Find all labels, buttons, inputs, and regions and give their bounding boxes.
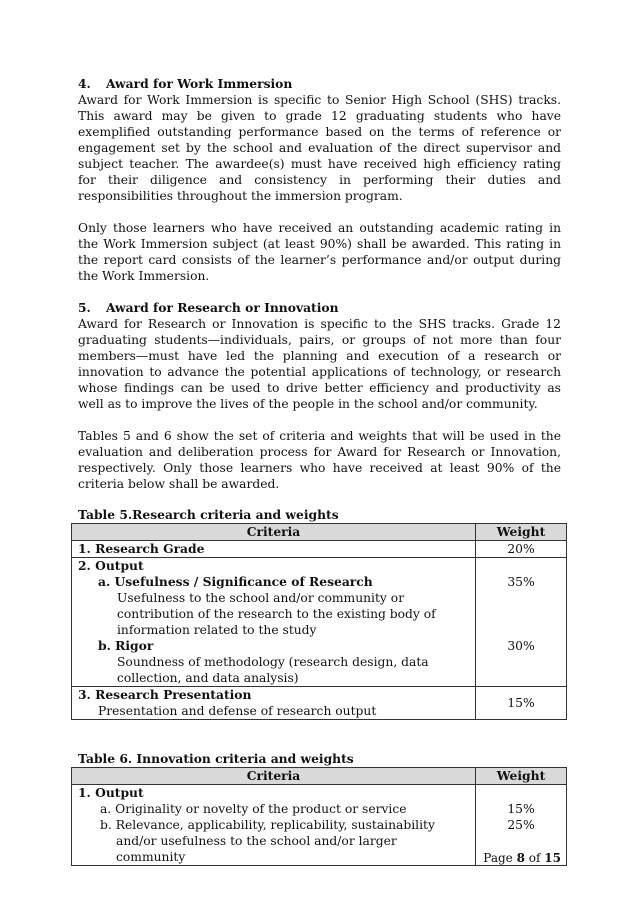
section-4-title: Award for Work Immersion	[106, 76, 293, 91]
table-5-header-weight: Weight	[476, 524, 567, 541]
table-6-originality: a. Originality or novelty of the product or service	[100, 802, 407, 816]
table-5-title: Table 5.Research criteria and weights	[78, 507, 339, 522]
table-5-output-weights	[476, 558, 567, 687]
table-5-usefulness-desc: Usefulness to the school and/or community or contribution of the research to the existing body of information related to the study	[117, 591, 436, 637]
section-5-title: Award for Research or Innovation	[106, 300, 339, 315]
document-page	[78, 76, 561, 866]
table-5-presentation-cell	[72, 687, 476, 720]
table-6-output-label: 1. Output	[78, 785, 144, 800]
table-5-rigor-weight: 30%	[507, 639, 535, 653]
table-6-originality-weight: 15%	[507, 802, 535, 816]
footer-of-word: of	[528, 851, 541, 865]
table-5-usefulness-label: a. Usefulness / Significance of Research	[98, 574, 373, 589]
table-5-presentation-weight: 15%	[476, 687, 567, 720]
table-5-header-criteria: Criteria	[72, 524, 476, 541]
table-6-header-weight: Weight	[476, 768, 567, 785]
table-6-relevance: b. Relevance, applicability, replicability, sustainability and/or usefulness to the school and/or larger community	[100, 818, 435, 864]
table-row	[72, 558, 567, 687]
table-row	[72, 541, 567, 558]
table-6-relevance-weight: 25%	[507, 818, 535, 832]
section-5-heading	[78, 300, 561, 316]
table-6-title: Table 6. Innovation criteria and weights	[78, 751, 354, 766]
table-5-rigor-desc: Soundness of methodology (research design, data collection, and data analysis)	[117, 655, 429, 685]
footer-page-number: 8	[516, 851, 525, 865]
section-5-paragraph-1: Award for Research or Innovation is specific to the SHS tracks. Grade 12 graduating students—individuals, pairs, or groups of not more than four members—must have led the planning and execution of a research or innovation to advance the potential applications of technology, or research whose findings can be used to drive better efficiency and productivity as well as to improve the lives of the people in the school and/or community.	[78, 317, 561, 411]
footer-page-word: Page	[483, 851, 513, 865]
table-5-rigor-label: b. Rigor	[98, 638, 154, 653]
table-5-presentation-label: 3. Research Presentation	[78, 687, 252, 702]
section-5-paragraph-2: Tables 5 and 6 show the set of criteria and weights that will be used in the evaluation and deliberation process for Award for Research or Innovation, respectively. Only those learners who have received at least 90% of the criteria below shall be awarded.	[78, 429, 561, 491]
table-5	[71, 523, 567, 720]
footer-total-pages: 15	[544, 851, 561, 865]
section-4-paragraph-2: Only those learners who have received an outstanding academic rating in the Work Immersion subject (at least 90%) shall be awarded. This rating in the report card consists of the learner’s performance and/or output during the Work Immersion.	[78, 221, 561, 283]
section-5-number: 5.	[78, 300, 91, 315]
section-4-paragraph-1: Award for Work Immersion is specific to Senior High School (SHS) tracks. This award may be given to grade 12 graduating students who have exemplified outstanding performance based on the terms of reference or engagement set by the school and evaluation of the direct supervisor and subject teacher. The awardee(s) must have received high efficiency rating for their diligence and consistency in performing their duties and responsibilities throughout the immersion program.	[78, 93, 561, 203]
table-6-output-cell	[72, 785, 476, 866]
table-5-usefulness-weight: 35%	[507, 575, 535, 589]
table-row	[72, 687, 567, 720]
table-5-presentation-desc: Presentation and defense of research output	[98, 704, 377, 718]
table-5-research-grade: 1. Research Grade	[72, 541, 476, 558]
table-5-output-label: 2. Output	[78, 558, 144, 573]
section-4-heading	[78, 76, 561, 92]
section-4-number: 4.	[78, 76, 91, 91]
table-6-header-criteria: Criteria	[72, 768, 476, 785]
table-5-research-grade-weight: 20%	[476, 541, 567, 558]
table-5-output-cell	[72, 558, 476, 687]
page-footer	[483, 851, 561, 865]
